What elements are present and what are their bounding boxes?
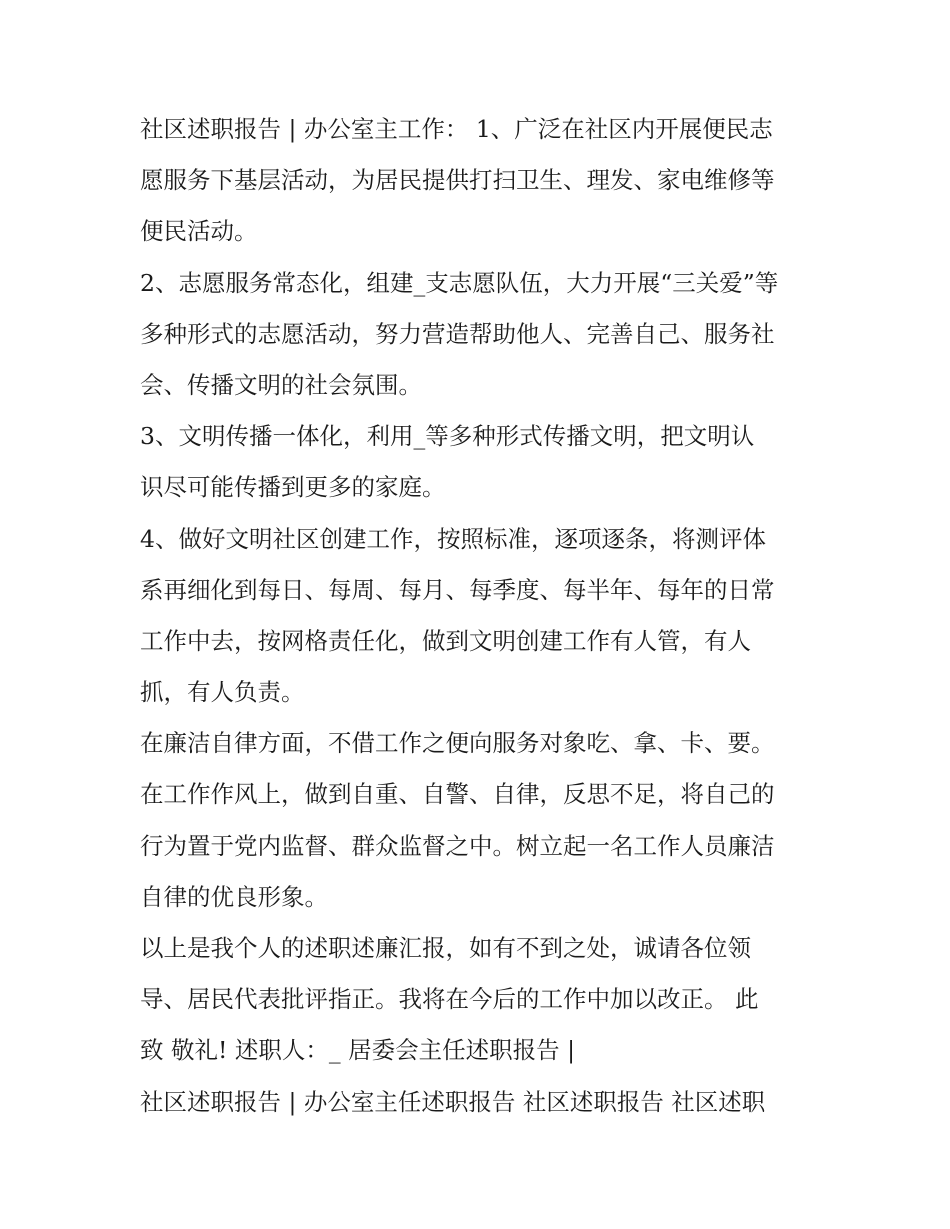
text-line: 4、做好文明社区创建工作，按照标准，逐项逐条，将测评体 — [140, 524, 766, 553]
text-line: 抓，有人负责。 — [140, 678, 305, 707]
paragraph-closing — [140, 923, 820, 1077]
text-line: 多种形式的志愿活动，努力营造帮助他人、完善自己、服务社 — [140, 319, 775, 348]
paragraph-integrity — [140, 718, 820, 923]
text-line: 社区述职报告 | 办公室主任述职报告 社区述职报告 社区述职 — [140, 1087, 766, 1116]
text-line: 行为置于党内监督、群众监督之中。树立起一名工作人员廉洁 — [140, 831, 775, 860]
paragraph-duties-4 — [140, 514, 820, 719]
text-line: 会、传播文明的社会氛围。 — [140, 370, 422, 399]
paragraph-duties-3 — [140, 411, 820, 513]
document-body — [140, 104, 820, 1128]
text-line: 便民活动。 — [140, 217, 258, 246]
paragraph-related-titles — [140, 1077, 820, 1128]
paragraph-duties-1 — [140, 104, 820, 258]
text-line: 在工作作风上，做到自重、自警、自律，反思不足，将自己的 — [140, 780, 775, 809]
text-line: 导、居民代表批评指正。我将在今后的工作中加以改正。 此 — [140, 985, 759, 1014]
text-line: 愿服务下基层活动，为居民提供打扫卫生、理发、家电维修等 — [140, 166, 775, 195]
text-line: 3、文明传播一体化，利用_等多种形式传播文明，把文明认 — [140, 422, 755, 451]
text-line: 以上是我个人的述职述廉汇报，如有不到之处，诚请各位领 — [140, 934, 751, 962]
text-line: 社区述职报告 | 办公室主工作： 1、广泛在社区内开展便民志 — [140, 115, 773, 143]
text-line: 工作中去，按网格责任化，做到文明创建工作有人管，有人 — [140, 626, 751, 655]
text-line: 自律的优良形象。 — [140, 882, 328, 911]
text-line: 在廉洁自律方面，不借工作之便向服务对象吃、拿、卡、要。 — [140, 729, 775, 758]
text-line: 致 敬礼! 述职人：_ 居委会主任述职报告 | — [140, 1036, 575, 1065]
text-line: 识尽可能传播到更多的家庭。 — [140, 473, 446, 502]
paragraph-duties-2 — [140, 258, 820, 412]
text-line: 系再细化到每日、每周、每月、每季度、每半年、每年的日常 — [140, 575, 775, 604]
text-line: 2、志愿服务常态化，组建_支志愿队伍，大力开展“三关爱”等 — [140, 268, 779, 297]
